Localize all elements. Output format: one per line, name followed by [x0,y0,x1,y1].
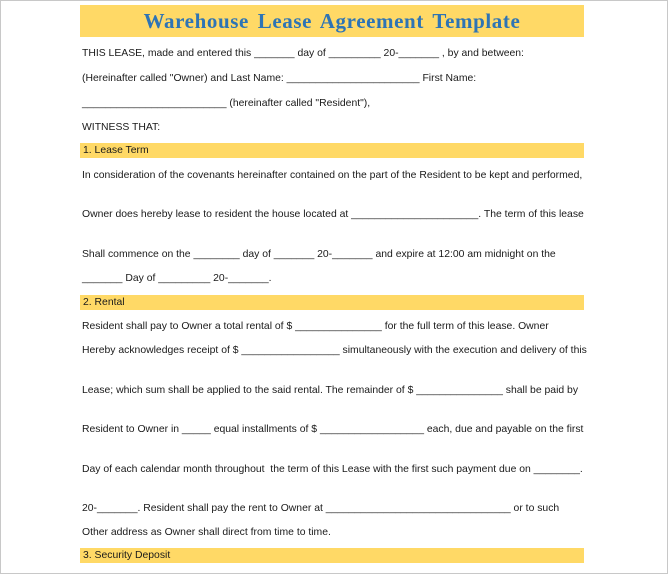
lease-term-para-1: In consideration of the covenants hereinafter contained on the part of the Resident to be kept and performed, [82,170,583,181]
intro-line-2: (Hereinafter called "Owner) and Last Name: _______________________ First Name: [82,73,477,84]
rental-para-3: Lease; which sum shall be applied to the said rental. The remainder of $ _______________ shall be paid by [82,385,579,396]
section-rental: 2. Rental [80,295,584,310]
rental-para-1: Resident shall pay to Owner a total rental of $ _______________ for the full term of this lease. Owner [82,321,549,332]
intro-line-3: _________________________ (hereinafter called "Resident"), [82,98,371,109]
witness-line: WITNESS THAT: [82,122,161,133]
rental-para-5: Day of each calendar month throughout the term of this Lease with the first such payment due on ________. [82,464,583,475]
rental-para-2: Hereby acknowledges receipt of $ _________________ simultaneously with the execution and delivery of this [82,345,587,356]
rental-para-6: 20-_______. Resident shall pay the rent to Owner at ________________________________ or to such [82,503,560,514]
lease-term-para-4: _______ Day of _________ 20-_______. [82,273,272,284]
section-security-deposit: 3. Security Deposit [80,548,584,563]
rental-para-7: Other address as Owner shall direct from time to time. [82,527,331,538]
intro-line-1: THIS LEASE, made and entered this _______ day of _________ 20-_______ , by and between: [82,48,524,59]
section-lease-term: 1. Lease Term [80,143,584,158]
document-title: Warehouse Lease Agreement Template [80,5,584,37]
lease-term-para-2: Owner does hereby lease to resident the house located at ______________________. The term of this lease [82,209,584,220]
lease-term-para-3: Shall commence on the ________ day of _______ 20-_______ and expire at 12:00 am midnight on the [82,249,556,260]
rental-para-4: Resident to Owner in _____ equal installments of $ __________________ each, due and payable on the first [82,424,584,435]
